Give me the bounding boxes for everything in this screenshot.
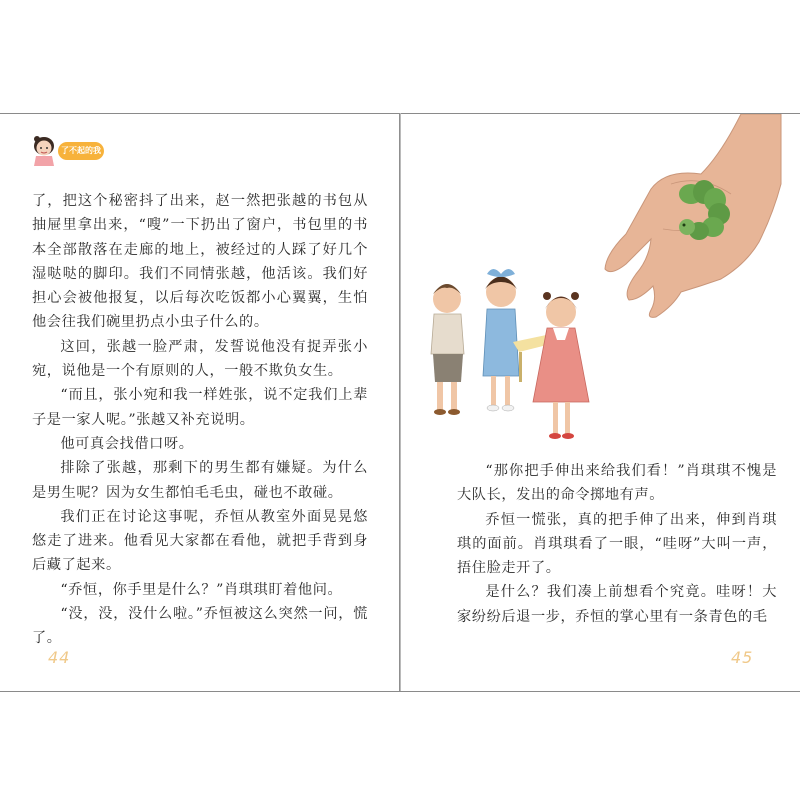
children-illustration (431, 269, 589, 439)
paragraph: 我们正在讨论这事呢，乔恒从教室外面晃晃悠悠走了进来。他看见大家都在看他，就把手背到身后藏了起来。 (32, 508, 368, 574)
logo-badge: 了不起的我 (58, 142, 104, 160)
paragraph: “而且，张小宛和我一样姓张，说不定我们上辈子是一家人呢。”张越又补充说明。 (32, 387, 368, 428)
paragraph: “没，没，没什么啦。”乔恒被这么突然一问，慌了。 (32, 606, 368, 647)
left-page-text (32, 189, 368, 651)
series-logo (30, 134, 110, 168)
paragraph: “乔恒，你手里是什么？”肖琪琪盯着他问。 (60, 581, 343, 598)
girl-covering-face-figure (533, 292, 589, 439)
paragraph: “那你把手伸出来给我们看！”肖琪琪不愧是大队长，发出的命令掷地有声。 (457, 463, 777, 504)
paragraph: 这回，张越一脸严肃，发誓说他没有捉弄张小宛，说他是一个有原则的人，一般不欺负女生。 (32, 338, 368, 380)
paragraph: 是什么？我们凑上前想看个究竟。哇呀！大家纷纷后退一步，乔恒的掌心里有一条青色的毛 (457, 584, 777, 625)
right-page (401, 114, 800, 690)
paragraph: 乔恒一慌张，真的把手伸了出来，伸到肖琪琪的面前。肖琪琪看了一眼，“哇呀”大叫一声，捂住脸走开了。 (457, 511, 777, 577)
left-page (0, 114, 399, 690)
page-number-left: 44 (48, 648, 71, 667)
boy-figure (431, 284, 464, 415)
girl-logo-icon (30, 134, 60, 168)
page-number-right: 45 (731, 648, 754, 667)
paragraph: 了，把这个秘密抖了出来，赵一然把张越的书包从抽屉里拿出来，“嗖”一下扔出了窗户，书包里的书本全部散落在走廊的地上，被经过的人踩了好几个湿哒哒的脚印。我们不同情张越，他活该。我们好担心会被他报复，以后每次吃饭都小心翼翼，生怕他会往我们碗里扔点小虫子什么的。 (32, 193, 368, 331)
girl-with-bow-figure (483, 269, 519, 411)
right-page-text (457, 459, 777, 629)
hand-with-caterpillar-illustration (605, 114, 781, 317)
story-illustration (401, 114, 800, 454)
paragraph: 他可真会找借口呀。 (60, 435, 194, 452)
paragraph: 排除了张越，那剩下的男生都有嫌疑。为什么是男生呢？因为女生都怕毛毛虫，碰也不敢碰。 (32, 460, 368, 501)
